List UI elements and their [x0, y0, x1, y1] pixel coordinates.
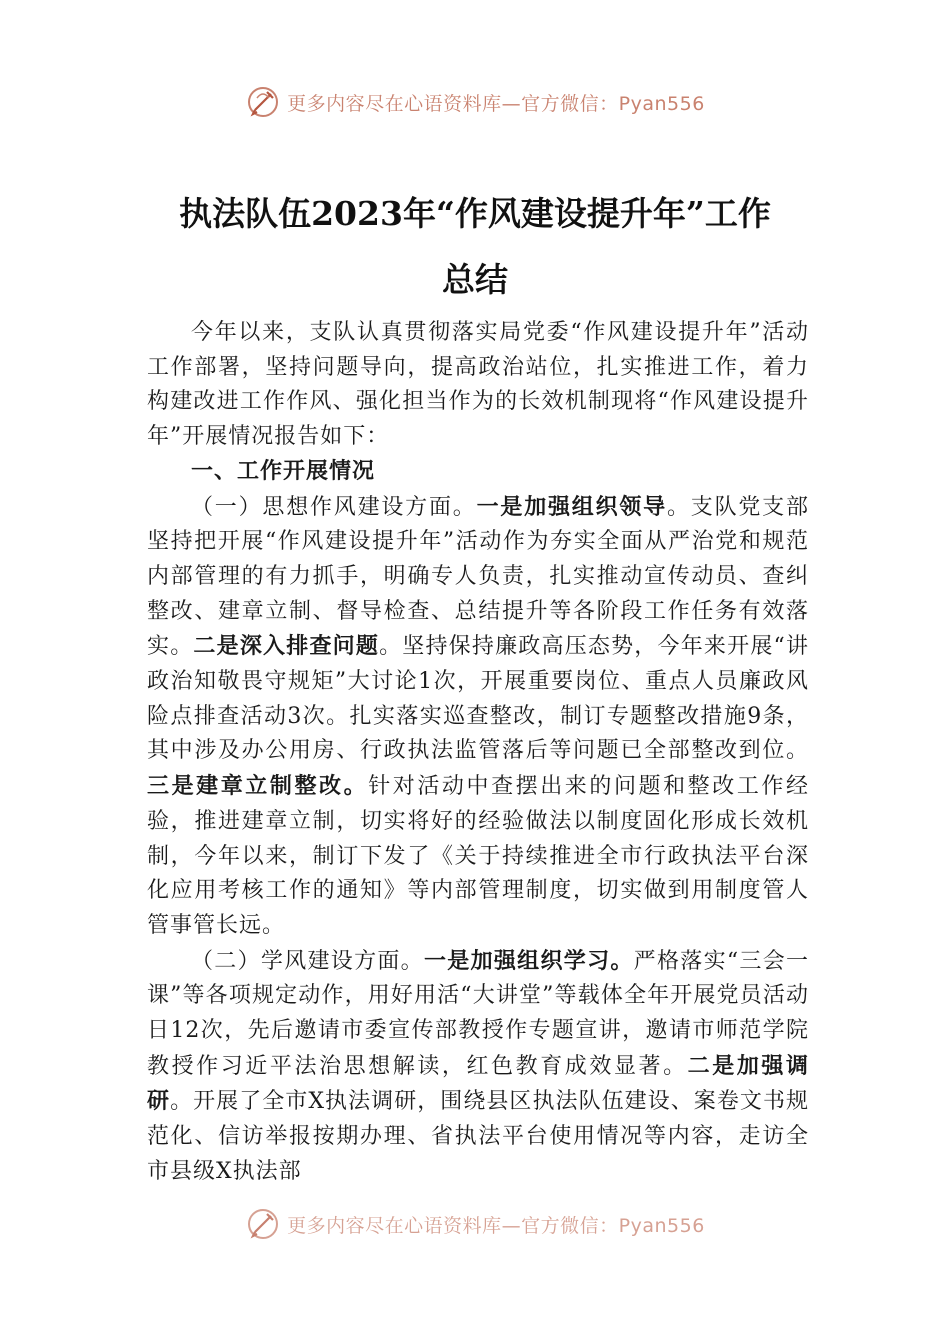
- key-point: 一是加强组织领导: [476, 493, 667, 520]
- key-point: 一是加强组织学习。: [423, 947, 634, 974]
- intro-paragraph: 今年以来，支队认真贯彻落实局党委“作风建设提升年”活动工作部署，坚持问题导向，提高政治站位，扎实推进工作，着力构建改进工作作风、强化担当作为的长效机制现将“作风建设提升年”开展情况报告如下：: [147, 320, 809, 450]
- watermark-text: 更多内容尽在心语资料库—官方微信：Pyan556: [287, 1214, 705, 1237]
- paragraph-text: 严格落实“三会一课”等各项规定动作，用好用活“大讲堂”等载体全年开展党员活动日12次，先后邀请市委宣传部教授作专题宣讲，邀请市师范学院教授作习近平法治思想解读，红色教育成效显著。: [147, 948, 809, 1079]
- subsection-lead: （二）学风建设方面。: [191, 948, 424, 974]
- paragraph-thought-style: [147, 490, 809, 944]
- paragraph-text: 。开展了全市X执法调研，围绕县区执法队伍建设、案卷文书规范化、信访举报按期办理、省执法平台使用情况等内容，走访全市县级X执法部: [147, 1089, 809, 1184]
- key-point: 二是深入排查问题: [193, 633, 380, 660]
- key-point: 二是加强调研: [147, 1052, 809, 1115]
- paragraph-text: 针对活动中查摆出来的问题和整改工作经验，推进建章立制，切实将好的经验做法以制度固化形成长效机制，今年以来，制订下发了《关于持续推进全市行政执法平台深化应用考核工作的通知》等内部管理制度，切实做到用制度管人管事管长远。: [147, 774, 809, 938]
- document-body: [147, 316, 809, 1190]
- paragraph-text: 。坚持保持廉政高压态势，今年来开展“讲政治知敬畏守规矩”大讨论1次，开展重要岗位、重点人员廉政风险点排查活动3次。扎实落实巡查整改，制订专题整改措施9条，其中涉及办公用房、行政执法监管落后等问题已全部整改到位。: [147, 634, 809, 764]
- paragraph-text: 。支队党支部坚持把开展“作风建设提升年”活动作为夯实全面从严治党和规范内部管理的有力抓手，明确专人负责，扎实推动宣传动员、查纠整改、建章立制、督导检查、总结提升等各阶段工作任务有效落实。: [147, 494, 809, 660]
- document-title-line2: 总结: [442, 260, 508, 299]
- key-point: 三是建章立制整改。: [147, 773, 369, 800]
- watermark-text: 更多内容尽在心语资料库—官方微信：Pyan556: [287, 92, 705, 115]
- watermark-footer: [0, 1202, 950, 1246]
- paragraph-study-style: [147, 944, 809, 1190]
- document-title-line1: 执法队伍2023年“作风建设提升年”工作: [179, 194, 771, 233]
- subsection-lead: （一）思想作风建设方面。: [191, 494, 477, 520]
- watermark-header: [0, 80, 950, 124]
- pen-logo-icon: [245, 1206, 281, 1242]
- pen-logo-icon: [245, 84, 281, 120]
- section-heading: 一、工作开展情况: [191, 458, 376, 484]
